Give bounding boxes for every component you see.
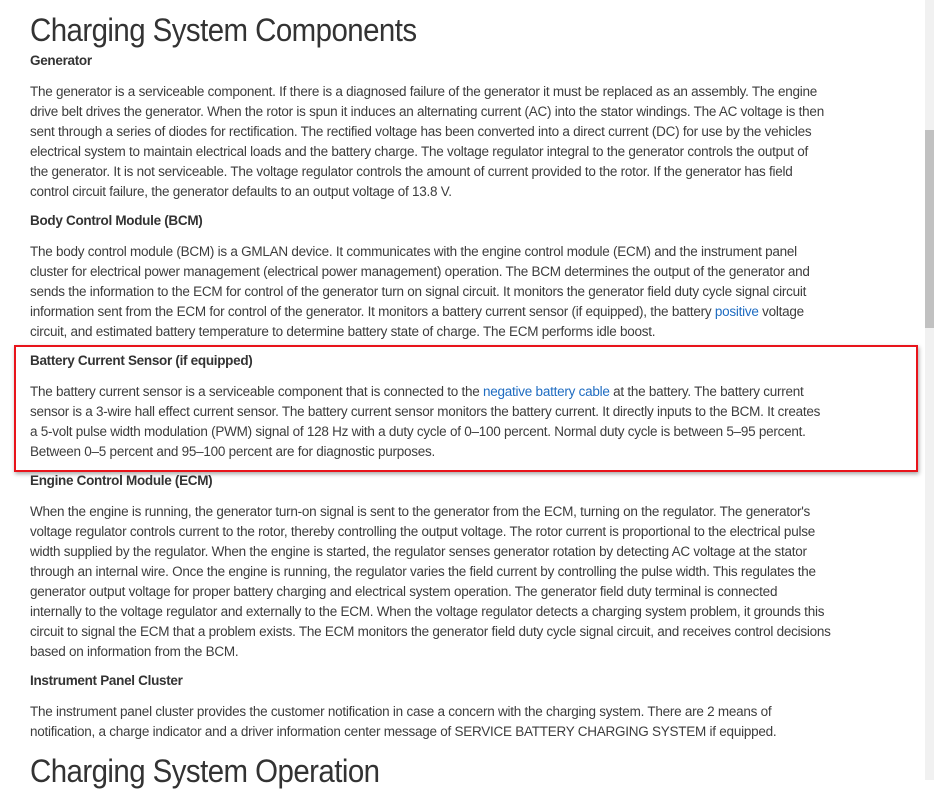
text-segment: through an internal wire. Once the engine is running, the regulator varies the field current by controlling the pulse width. This regulates the	[30, 564, 816, 579]
text-segment: The instrument panel cluster provides the customer notification in case a concern with the charging system. There are 2 means of	[30, 704, 772, 719]
section-paragraph	[30, 242, 920, 342]
sections	[30, 51, 920, 742]
paragraph-line	[30, 602, 920, 622]
paragraph-line	[30, 242, 920, 262]
glossary-link[interactable]: positive	[714, 304, 759, 319]
text-segment: information sent from the ECM for control of the generator. It monitors a battery current sensor (if equipped), the battery	[30, 304, 715, 319]
text-segment: circuit to signal the ECM that a problem exists. The ECM monitors the generator field duty cycle signal circuit, and receives control decisions	[30, 624, 831, 639]
section-heading: Engine Control Module (ECM)	[30, 473, 213, 488]
paragraph-line	[30, 502, 920, 522]
text-segment: sensor is a 3-wire hall effect current sensor. The battery current sensor monitors the battery current. It directly inputs to the BCM. It creates	[30, 404, 821, 419]
paragraph-line	[30, 142, 920, 162]
section-heading: Instrument Panel Cluster	[30, 673, 183, 688]
paragraph-line	[30, 722, 920, 742]
section-paragraph	[30, 502, 920, 662]
text-segment: electrical system to maintain electrical loads and the battery charge. The voltage regulator integral to the generator controls the output of	[30, 144, 808, 159]
text-segment: voltage regulator controls current to the rotor, thereby controlling the output voltage. The rotor current is proportional to the electrical pulse	[30, 524, 815, 539]
paragraph-line	[30, 262, 920, 282]
text-segment: generator output voltage for proper battery charging and electrical system operation. The generator field duty terminal is connected	[30, 584, 778, 599]
text-segment: at the battery. The battery current	[609, 384, 804, 399]
text-segment: control circuit failure, the generator defaults to an output voltage of 13.8 V.	[30, 184, 452, 199]
paragraph-line	[30, 562, 920, 582]
paragraph-line	[30, 302, 920, 322]
paragraph-line	[30, 622, 920, 642]
paragraph-line	[30, 402, 920, 422]
paragraph-line	[30, 102, 920, 122]
section-paragraph	[30, 82, 920, 202]
text-segment: a 5-volt pulse width modulation (PWM) signal of 128 Hz with a duty cycle of 0–100 percent. Normal duty cycle is between 5–95 percent.	[30, 424, 806, 439]
next-section-title: Charging System Operation	[30, 753, 380, 789]
glossary-link[interactable]: negative battery cable	[483, 384, 610, 399]
scrollbar-track[interactable]	[925, 0, 934, 780]
text-segment: the generator. It is not serviceable. The voltage regulator controls the amount of current provided to the rotor. If the generator has field	[30, 164, 793, 179]
text-segment: The generator is a serviceable component. If there is a diagnosed failure of the generator it must be replaced as an assembly. The engine	[30, 84, 817, 99]
text-segment: When the engine is running, the generator turn-on signal is sent to the generator from the ECM, turning on the regulator. The generator's	[30, 504, 811, 519]
paragraph-line	[30, 542, 920, 562]
page-title: Charging System Components	[30, 12, 417, 48]
text-segment: notification, a charge indicator and a driver information center message of SERVICE BATTERY CHARGING SYSTEM if equipped.	[30, 724, 777, 739]
scrollbar-thumb[interactable]	[925, 130, 934, 328]
section-heading: Body Control Module (BCM)	[30, 213, 203, 228]
text-segment: circuit, and estimated battery temperature to determine battery state of charge. The ECM performs idle boost.	[30, 324, 656, 339]
text-segment: Between 0–5 percent and 95–100 percent are for diagnostic purposes.	[30, 444, 436, 459]
text-segment: width supplied by the regulator. When the engine is started, the regulator senses generator rotation by detecting AC voltage at the stator	[30, 544, 807, 559]
section-paragraph	[30, 382, 920, 462]
text-segment: The body control module (BCM) is a GMLAN device. It communicates with the engine control module (ECM) and the instrument panel	[30, 244, 797, 259]
paragraph-line	[30, 82, 920, 102]
section-heading: Generator	[30, 53, 92, 68]
paragraph-line	[30, 162, 920, 182]
text-segment: cluster for electrical power management (electrical power management) operation. The BCM determines the output of the generator and	[30, 264, 810, 279]
paragraph-line	[30, 522, 920, 542]
paragraph-line	[30, 422, 920, 442]
paragraph-line	[30, 282, 920, 302]
paragraph-line	[30, 702, 920, 722]
text-segment: voltage	[758, 304, 804, 319]
text-segment: internally to the voltage regulator and externally to the ECM. When the voltage regulator detects a charging system problem, it grounds this	[30, 604, 825, 619]
section-paragraph	[30, 702, 920, 742]
text-segment: drive belt drives the generator. When the rotor is spun it induces an alternating current (AC) into the stator windings. The AC voltage is then	[30, 104, 824, 119]
document-content	[30, 0, 920, 791]
text-segment: The battery current sensor is a serviceable component that is connected to the	[30, 384, 484, 399]
text-segment: sent through a series of diodes for rectification. The rectified voltage has been converted into a direct current (DC) for use by the vehicles	[30, 124, 812, 139]
paragraph-line	[30, 122, 920, 142]
paragraph-line	[30, 582, 920, 602]
paragraph-line	[30, 322, 920, 342]
paragraph-line	[30, 382, 920, 402]
paragraph-line	[30, 642, 920, 662]
paragraph-line	[30, 442, 920, 462]
paragraph-line	[30, 182, 920, 202]
text-segment: based on information from the BCM.	[30, 644, 239, 659]
text-segment: sends the information to the ECM for control of the generator turn on signal circuit. It monitors the generator field duty cycle signal circuit	[30, 284, 807, 299]
section-heading: Battery Current Sensor (if equipped)	[30, 353, 253, 368]
